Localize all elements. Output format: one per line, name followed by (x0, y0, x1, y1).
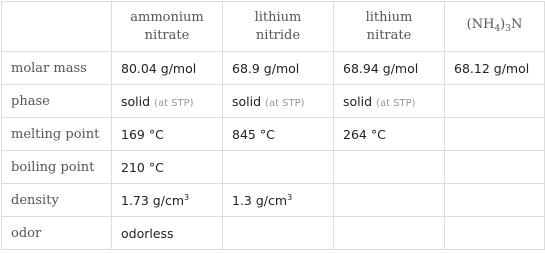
comparison-table (1, 1, 545, 250)
cell-note: (at STP) (154, 97, 194, 109)
formula-subscript: 3 (505, 23, 511, 34)
row-label: melting point (2, 118, 112, 151)
table-cell (445, 151, 545, 184)
formula-part: ) (500, 16, 506, 32)
cell-value: 1.3 g/cm (232, 192, 288, 208)
header-row (2, 2, 545, 52)
row-label: boiling point (2, 151, 112, 184)
header-ammonium-nitrate (112, 2, 223, 52)
table-cell (445, 118, 545, 151)
header-line: lithium (254, 9, 302, 25)
table-cell (334, 151, 445, 184)
table-cell: 68.94 g/mol (334, 52, 445, 85)
row-molar-mass (2, 52, 545, 85)
table-cell (334, 217, 445, 250)
table-cell: 264 °C (334, 118, 445, 151)
row-odor (2, 217, 545, 250)
cell-value: solid (343, 93, 373, 109)
table-cell (223, 151, 334, 184)
table-cell: 68.9 g/mol (223, 52, 334, 85)
table-cell: 68.12 g/mol (445, 52, 545, 85)
cell-value: solid (121, 93, 151, 109)
row-label: odor (2, 217, 112, 250)
cell-value: solid (232, 93, 262, 109)
cell-note: (at STP) (376, 97, 416, 109)
header-empty-cell (2, 2, 112, 52)
cell-superscript: 3 (287, 192, 293, 202)
header-line: nitrate (144, 27, 190, 43)
row-boiling-point (2, 151, 545, 184)
header-line: nitride (255, 27, 301, 43)
row-label: density (2, 184, 112, 217)
formula-part: N (510, 16, 523, 32)
table-cell: 845 °C (223, 118, 334, 151)
formula-part: (NH (466, 16, 495, 32)
row-label: molar mass (2, 52, 112, 85)
header-lithium-nitride (223, 2, 334, 52)
table-cell (445, 85, 545, 118)
cell-value: 1.73 g/cm (121, 192, 185, 208)
row-melting-point (2, 118, 545, 151)
table-cell (112, 184, 223, 217)
table-cell: 210 °C (112, 151, 223, 184)
formula-subscript: 4 (494, 23, 501, 34)
table-cell (223, 184, 334, 217)
table-cell (223, 85, 334, 118)
row-phase (2, 85, 545, 118)
header-formula (445, 2, 545, 52)
header-line: ammonium (130, 9, 204, 25)
table-cell (445, 184, 545, 217)
header-line: nitrate (366, 27, 412, 43)
table-cell: 80.04 g/mol (112, 52, 223, 85)
cell-note: (at STP) (265, 97, 305, 109)
table-cell (223, 217, 334, 250)
header-line: lithium (365, 9, 413, 25)
header-lithium-nitrate (334, 2, 445, 52)
table-cell (334, 85, 445, 118)
table-cell (445, 217, 545, 250)
table-cell (112, 85, 223, 118)
table-cell: 169 °C (112, 118, 223, 151)
row-density (2, 184, 545, 217)
table-cell: odorless (112, 217, 223, 250)
table-cell (334, 184, 445, 217)
row-label: phase (2, 85, 112, 118)
cell-superscript: 3 (184, 192, 190, 202)
